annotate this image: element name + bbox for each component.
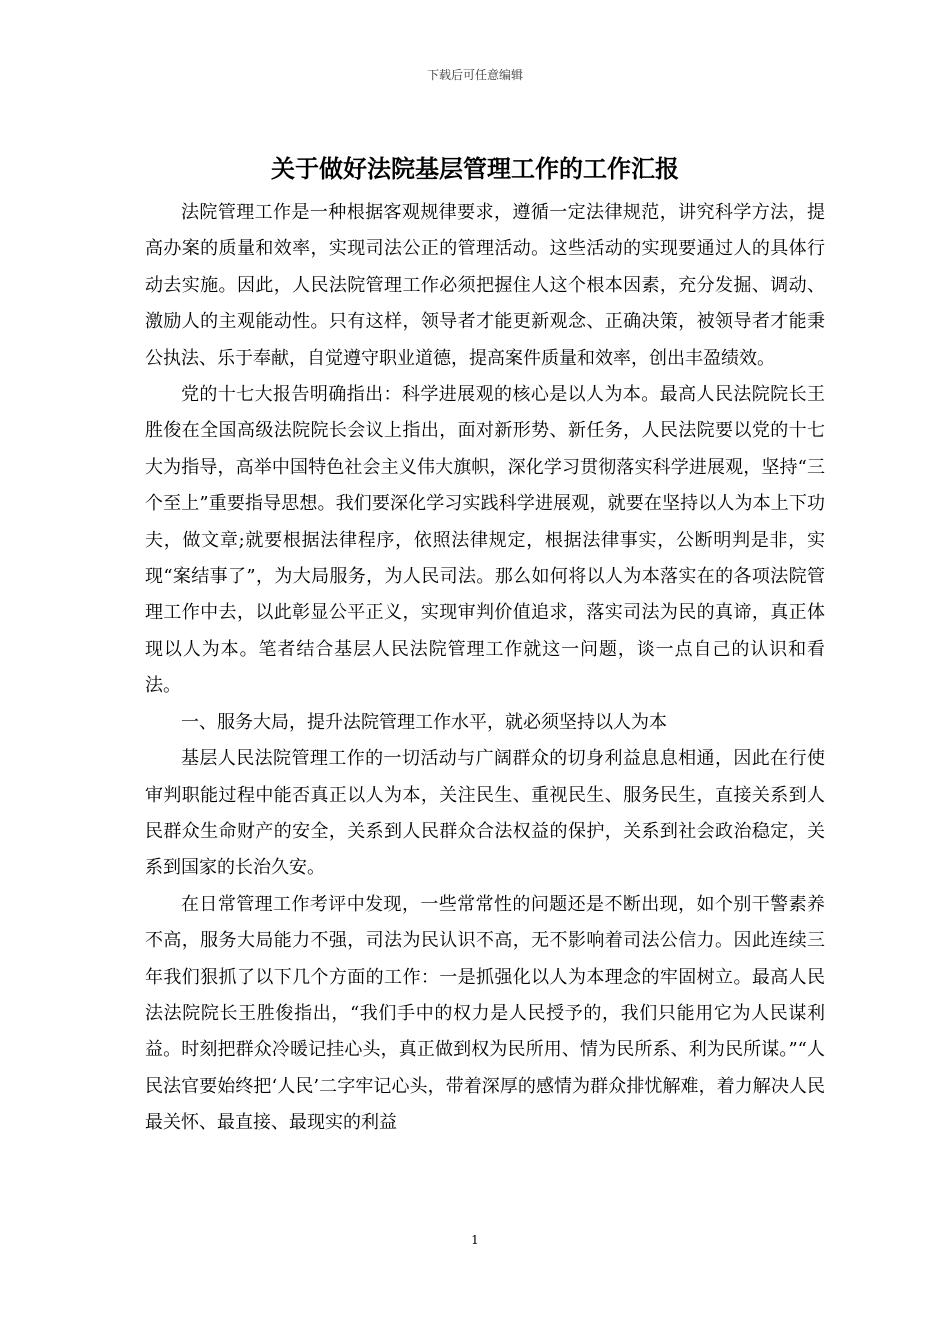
paragraph-2: 党的十七大报告明确指出：科学进展观的核心是以人为本。最高人民法院院长王胜俊在全国高级法院院长会议上指出，面对新形势、新任务，人民法院要以党的十七大为指导，高举中国特色社会主义伟大旗帜，深化学习贯彻落实科学进展观，坚持“三个至上”重要指导思想。我们要深化学习实践科学进展观，就要在坚持以人为本上下功夫，做文章;就要根据法律程序，依照法律规定，根据法律事实，公断明判是非，实现“案结事了”，为大局服务，为人民司法。那么如何将以人为本落实在的各项法院管理工作中去，以此彰显公平正义，实现审判价值追求，落实司法为民的真谛，真正体现以人为本。笔者结合基层人民法院管理工作就这一问题，谈一点自己的认识和看法。 — [145, 384, 825, 697]
page-number: 1 — [471, 1233, 479, 1247]
document-body — [145, 195, 825, 1142]
paragraph-4: 在日常管理工作考评中发现，一些常常性的问题还是不断出现，如个别干警素养不高，服务大局能力不强，司法为民认识不高，无不影响着司法公信力。因此连续三年我们狠抓了以下几个方面的工作：一是抓强化以人为本理念的牢固树立。最高人民法法院院长王胜俊指出，“我们手中的权力是人民授予的，我们只能用它为人民谋利益。时刻把群众冷暖记挂心头，真正做到权为民所用、情为民所系、利为民所谋。”“人民法官要始终把‘人民’二字牢记心头，带着深厚的感情为群众排忧解难，着力解决人民最关怀、最直接、最现实的利益 — [145, 893, 825, 1134]
paragraph-3: 基层人民法院管理工作的一切活动与广阔群众的切身利益息息相通，因此在行使审判职能过程中能否真正以人为本，关注民生、重视民生、服务民生，直接关系到人民群众生命财产的安全，关系到人民群众合法权益的保护，关系到社会政治稳定，关系到国家的长治久安。 — [145, 748, 825, 879]
page-header-note: 下载后可任意编辑 — [426, 68, 523, 82]
section-heading-1: 一、服务大局，提升法院管理工作水平，就必须坚持以人为本 — [181, 711, 667, 733]
paragraph-1: 法院管理工作是一种根据客观规律要求，遵循一定法律规范，讲究科学方法，提高办案的质量和效率，实现司法公正的管理活动。这些活动的实现要通过人的具体行动去实施。因此，人民法院管理工作必须把握住人这个根本因素，充分发掘、调动、激励人的主观能动性。只有这样，领导者才能更新观念、正确决策，被领导者才能秉公执法、乐于奉献，自觉遵守职业道德，提高案件质量和效率，创出丰盈绩效。 — [145, 202, 825, 369]
document-title: 关于做好法院基层管理工作的工作汇报 — [271, 154, 679, 183]
